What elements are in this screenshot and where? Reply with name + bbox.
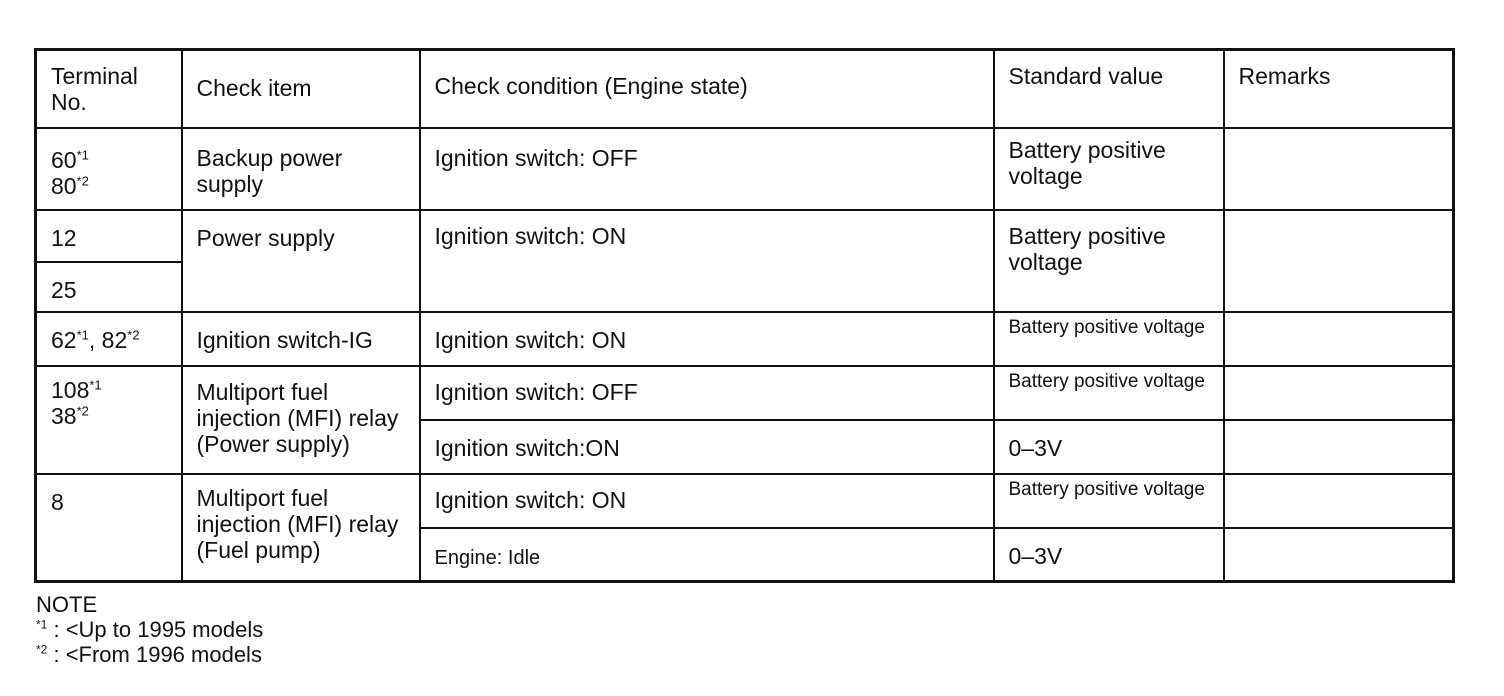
terminal-number: 108 bbox=[51, 376, 90, 403]
terminal-cell bbox=[36, 128, 182, 210]
terminal-check-table bbox=[34, 48, 1455, 583]
footnote-text: <From 1996 models bbox=[65, 642, 262, 667]
remarks-cell bbox=[1224, 366, 1454, 420]
footnote-block bbox=[36, 592, 263, 667]
table-row bbox=[36, 474, 1454, 528]
terminal-number: 38 bbox=[51, 402, 77, 429]
terminal-number: 80 bbox=[51, 172, 77, 199]
terminal-cell: 62$^{*1}$, 82$^{*2}$ bbox=[36, 312, 182, 366]
terminal-number: 62 bbox=[51, 326, 77, 353]
check-item-cell: Multiport fuel injection (MFI) relay (Power supply) bbox=[182, 366, 420, 474]
table-header-row bbox=[36, 50, 1454, 128]
standard-value-cell: Battery positive voltage bbox=[994, 128, 1224, 210]
header-check-condition: Check condition (Engine state) bbox=[420, 50, 994, 128]
footnote-mark: *2 bbox=[76, 172, 89, 188]
standard-value-cell: 0–3V bbox=[994, 420, 1224, 474]
check-item-cell: Power supply bbox=[182, 210, 420, 312]
terminal-cell: 25 bbox=[36, 262, 182, 312]
standard-value-cell: Battery positive voltage bbox=[994, 366, 1224, 420]
table-row bbox=[36, 312, 1454, 366]
standard-value-cell: Battery positive voltage bbox=[994, 210, 1224, 312]
remarks-cell bbox=[1224, 128, 1454, 210]
check-condition-cell: Ignition switch: ON bbox=[420, 474, 994, 528]
check-item-cell: Backup power supply bbox=[182, 128, 420, 210]
terminal-cell bbox=[36, 366, 182, 474]
check-condition-cell: Ignition switch:ON bbox=[420, 420, 994, 474]
check-condition-cell: Ignition switch: ON bbox=[420, 312, 994, 366]
standard-value-cell: 0–3V bbox=[994, 528, 1224, 582]
footnote-mark: *1 bbox=[76, 146, 89, 162]
terminal-number: 60 bbox=[51, 146, 77, 173]
remarks-cell bbox=[1224, 528, 1454, 582]
remarks-cell bbox=[1224, 210, 1454, 312]
table-row bbox=[36, 210, 1454, 262]
standard-value-cell: Battery positive voltage bbox=[994, 474, 1224, 528]
check-item-cell: Multiport fuel injection (MFI) relay (Fuel pump) bbox=[182, 474, 420, 582]
remarks-cell bbox=[1224, 474, 1454, 528]
header-remarks: Remarks bbox=[1224, 50, 1454, 128]
footnote-mark: *2 bbox=[36, 642, 48, 657]
footnote-mark: *1 bbox=[89, 376, 102, 392]
remarks-cell bbox=[1224, 312, 1454, 366]
terminal-number: 82 bbox=[101, 326, 128, 353]
remarks-cell bbox=[1224, 420, 1454, 474]
footnote-line: $^{*2}$ : <From 1996 models bbox=[36, 642, 262, 667]
footnote-mark: *2 bbox=[76, 402, 89, 418]
terminal-cell: 12 bbox=[36, 210, 182, 262]
footnote-mark: *1 bbox=[36, 617, 48, 632]
table-row bbox=[36, 366, 1454, 420]
check-condition-cell: Engine: Idle bbox=[420, 528, 994, 582]
footnote-mark: *2 bbox=[127, 326, 140, 342]
standard-value-cell: Battery positive voltage bbox=[994, 312, 1224, 366]
footnote-mark: *1 bbox=[76, 326, 89, 342]
note-title: NOTE bbox=[36, 592, 98, 617]
check-item-cell: Ignition switch-IG bbox=[182, 312, 420, 366]
check-condition-cell: Ignition switch: OFF bbox=[420, 366, 994, 420]
footnote-text: <Up to 1995 models bbox=[65, 617, 264, 642]
header-check-item: Check item bbox=[182, 50, 420, 128]
header-standard-value: Standard value bbox=[994, 50, 1224, 128]
table-row bbox=[36, 128, 1454, 210]
header-terminal-no: Terminal No. bbox=[36, 50, 182, 128]
terminal-cell: 8 bbox=[36, 474, 182, 582]
check-condition-cell: Ignition switch: ON bbox=[420, 210, 994, 312]
check-condition-cell: Ignition switch: OFF bbox=[420, 128, 994, 210]
footnote-line: $^{*1}$ : <Up to 1995 models bbox=[36, 617, 264, 642]
